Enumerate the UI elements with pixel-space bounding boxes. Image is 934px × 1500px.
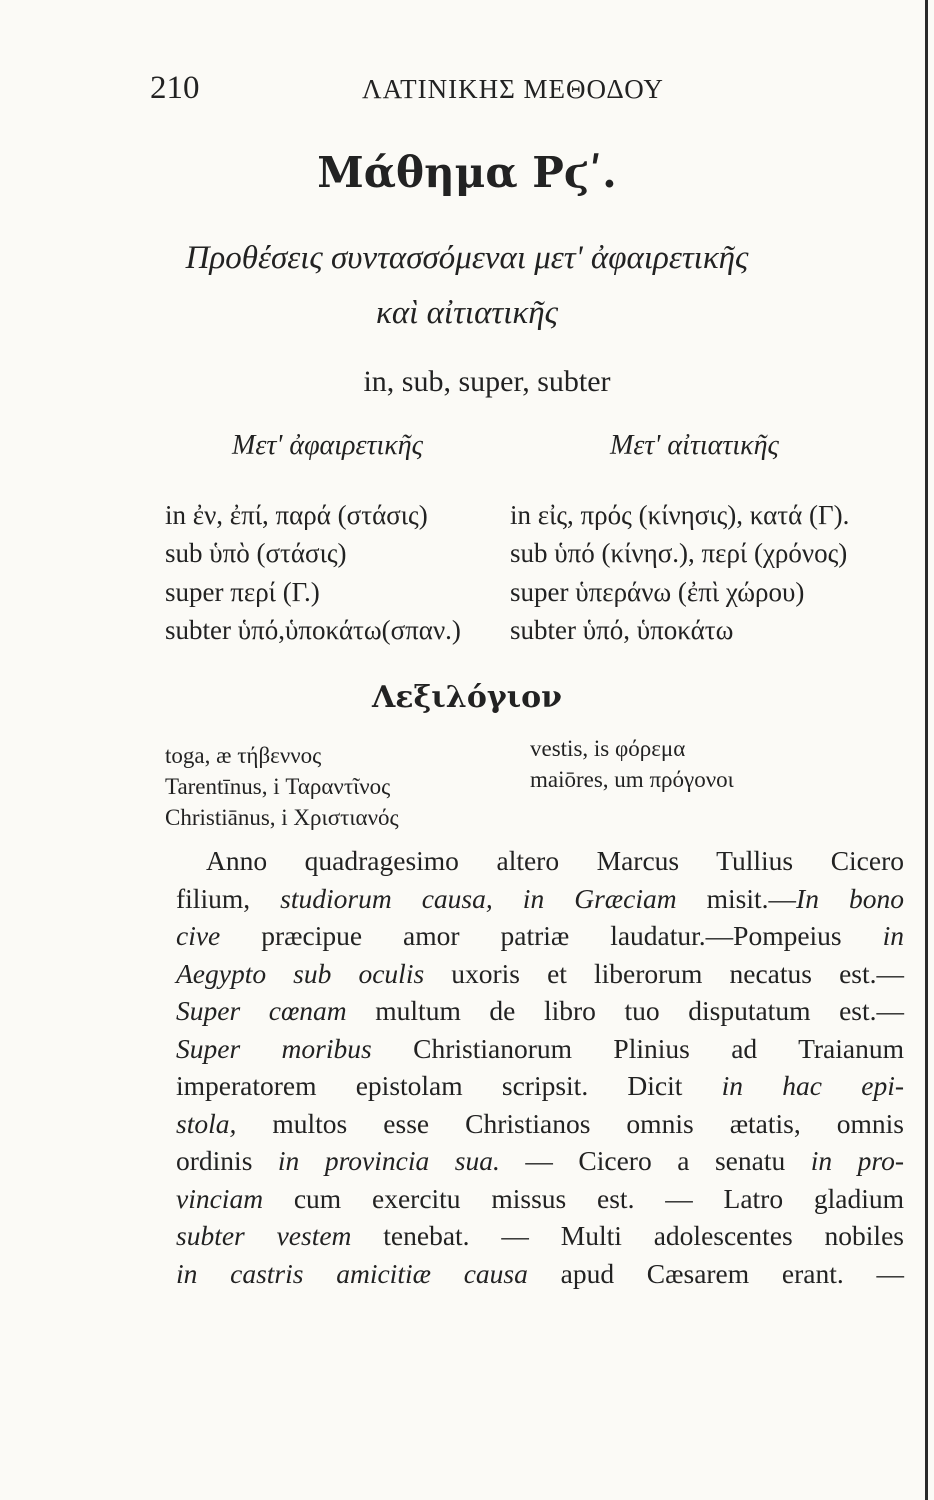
- italic-phrase: cive: [176, 920, 221, 951]
- italic-phrase: Super moribus: [176, 1032, 372, 1064]
- text-run: præcipue amor patriæ laudatur.—Pompeius: [220, 920, 883, 951]
- ablative-row: in ἐν, ἐπί, παρά (στάσις): [165, 500, 428, 530]
- paragraph-line: [176, 842, 904, 880]
- italic-phrase: in: [882, 920, 904, 951]
- italic-phrase: studiorum causa, in Græciam: [280, 882, 677, 914]
- vocabulary-title: Λεξιλόγιον: [372, 680, 562, 715]
- ablative-row: super περί (Γ.): [165, 577, 320, 607]
- lesson-subtitle-line-1: Προθέσεις συντασσόμεναι μετ' ἀφαιρετικῆς: [185, 240, 749, 276]
- italic-phrase: Aegypto sub oculis: [176, 957, 425, 989]
- text-run: imperatorem epistolam scripsit. Dicit: [176, 1070, 722, 1101]
- paragraph-line: [176, 917, 904, 955]
- ablative-column-heading: Μετ' ἀφαιρετικῆς: [232, 430, 423, 461]
- paragraph-line: [176, 1180, 904, 1218]
- italic-phrase: in castris amicitiæ causa: [176, 1257, 528, 1289]
- italic-phrase: subter vestem: [176, 1220, 352, 1251]
- text-run: multum de libro tuo disputatum est.—: [346, 995, 904, 1026]
- text-run: uxoris et liberorum necatus est.—: [424, 957, 904, 989]
- accusative-row: super ὑπεράνω (ἐπὶ χώρου): [510, 577, 805, 607]
- accusative-row: subter ὑπό, ὑποκάτω: [510, 615, 734, 645]
- text-run: Christianorum Plinius ad Traianum: [371, 1032, 905, 1064]
- italic-phrase: In bono: [796, 882, 904, 914]
- ablative-row: sub ὑπὸ (στάσις): [165, 538, 347, 568]
- italic-phrase: stola,: [176, 1107, 237, 1139]
- ablative-row: subter ὑπό,ὑποκάτω(σπαν.): [165, 615, 461, 645]
- italic-phrase: in pro-: [810, 1145, 905, 1176]
- paragraph-line: [176, 880, 904, 918]
- text-run: ordinis: [176, 1145, 278, 1176]
- paragraph-line: [176, 1142, 904, 1180]
- vocabulary-entry: maiōres, um πρόγονοι: [530, 767, 734, 792]
- paragraph-line: [176, 1030, 904, 1068]
- paragraph-line: [176, 955, 904, 993]
- italic-phrase: in hac epi-: [721, 1070, 904, 1101]
- text-run: tenebat. — Multi adolescentes nobiles: [351, 1220, 904, 1251]
- paragraph-line: [176, 1255, 904, 1293]
- vocabulary-entry: Tarentīnus, i Ταραντῖνος: [165, 774, 391, 799]
- paragraph-line: [176, 992, 904, 1030]
- accusative-column-heading: Μετ' αἰτιατικῆς: [610, 430, 779, 461]
- italic-phrase: vinciam: [176, 1182, 264, 1214]
- text-run: Anno quadragesimo altero Marcus Tullius Cicero: [206, 845, 904, 876]
- text-run: filium,: [176, 882, 281, 914]
- italic-phrase: in provincia sua.: [277, 1145, 500, 1176]
- exercise-paragraph: [176, 842, 904, 1292]
- text-run: — Cicero a senatu: [499, 1145, 811, 1176]
- lesson-title: Μάθημα Ρϛʹ.: [317, 148, 617, 197]
- paragraph-line: [176, 1067, 904, 1105]
- italic-phrase: Super cœnam: [176, 995, 347, 1026]
- paragraph-line: [176, 1217, 904, 1255]
- accusative-row: in εἰς, πρός (κίνησις), κατά (Γ).: [510, 500, 850, 530]
- running-title: ΛΑΤΙΝΙΚΗΣ ΜΕΘΟΔΟΥ: [362, 74, 664, 104]
- text-run: misit.—: [676, 882, 797, 914]
- vocabulary-entry: toga, æ τήβεννος: [165, 743, 322, 768]
- vocabulary-entry: Christiānus, i Χριστιανός: [165, 805, 399, 830]
- running-head: [150, 70, 710, 110]
- vocabulary-entry: vestis, is φόρεμα: [530, 736, 686, 761]
- text-run: cum exercitu missus est. — Latro gladium: [263, 1182, 904, 1214]
- page-edge-divider: [925, 0, 928, 1500]
- text-run: apud Cæsarem erant. —: [527, 1257, 904, 1289]
- accusative-row: sub ὑπό (κίνησ.), περί (χρόνος): [510, 538, 848, 568]
- prepositions-heading: in, sub, super, subter: [363, 365, 611, 398]
- lesson-subtitle-line-2: καὶ αἰτιατικῆς: [376, 295, 558, 331]
- paragraph-line: [176, 1105, 904, 1143]
- page-number: 210: [150, 70, 200, 106]
- text-run: multos esse Christianos omnis ætatis, omnis: [236, 1107, 904, 1139]
